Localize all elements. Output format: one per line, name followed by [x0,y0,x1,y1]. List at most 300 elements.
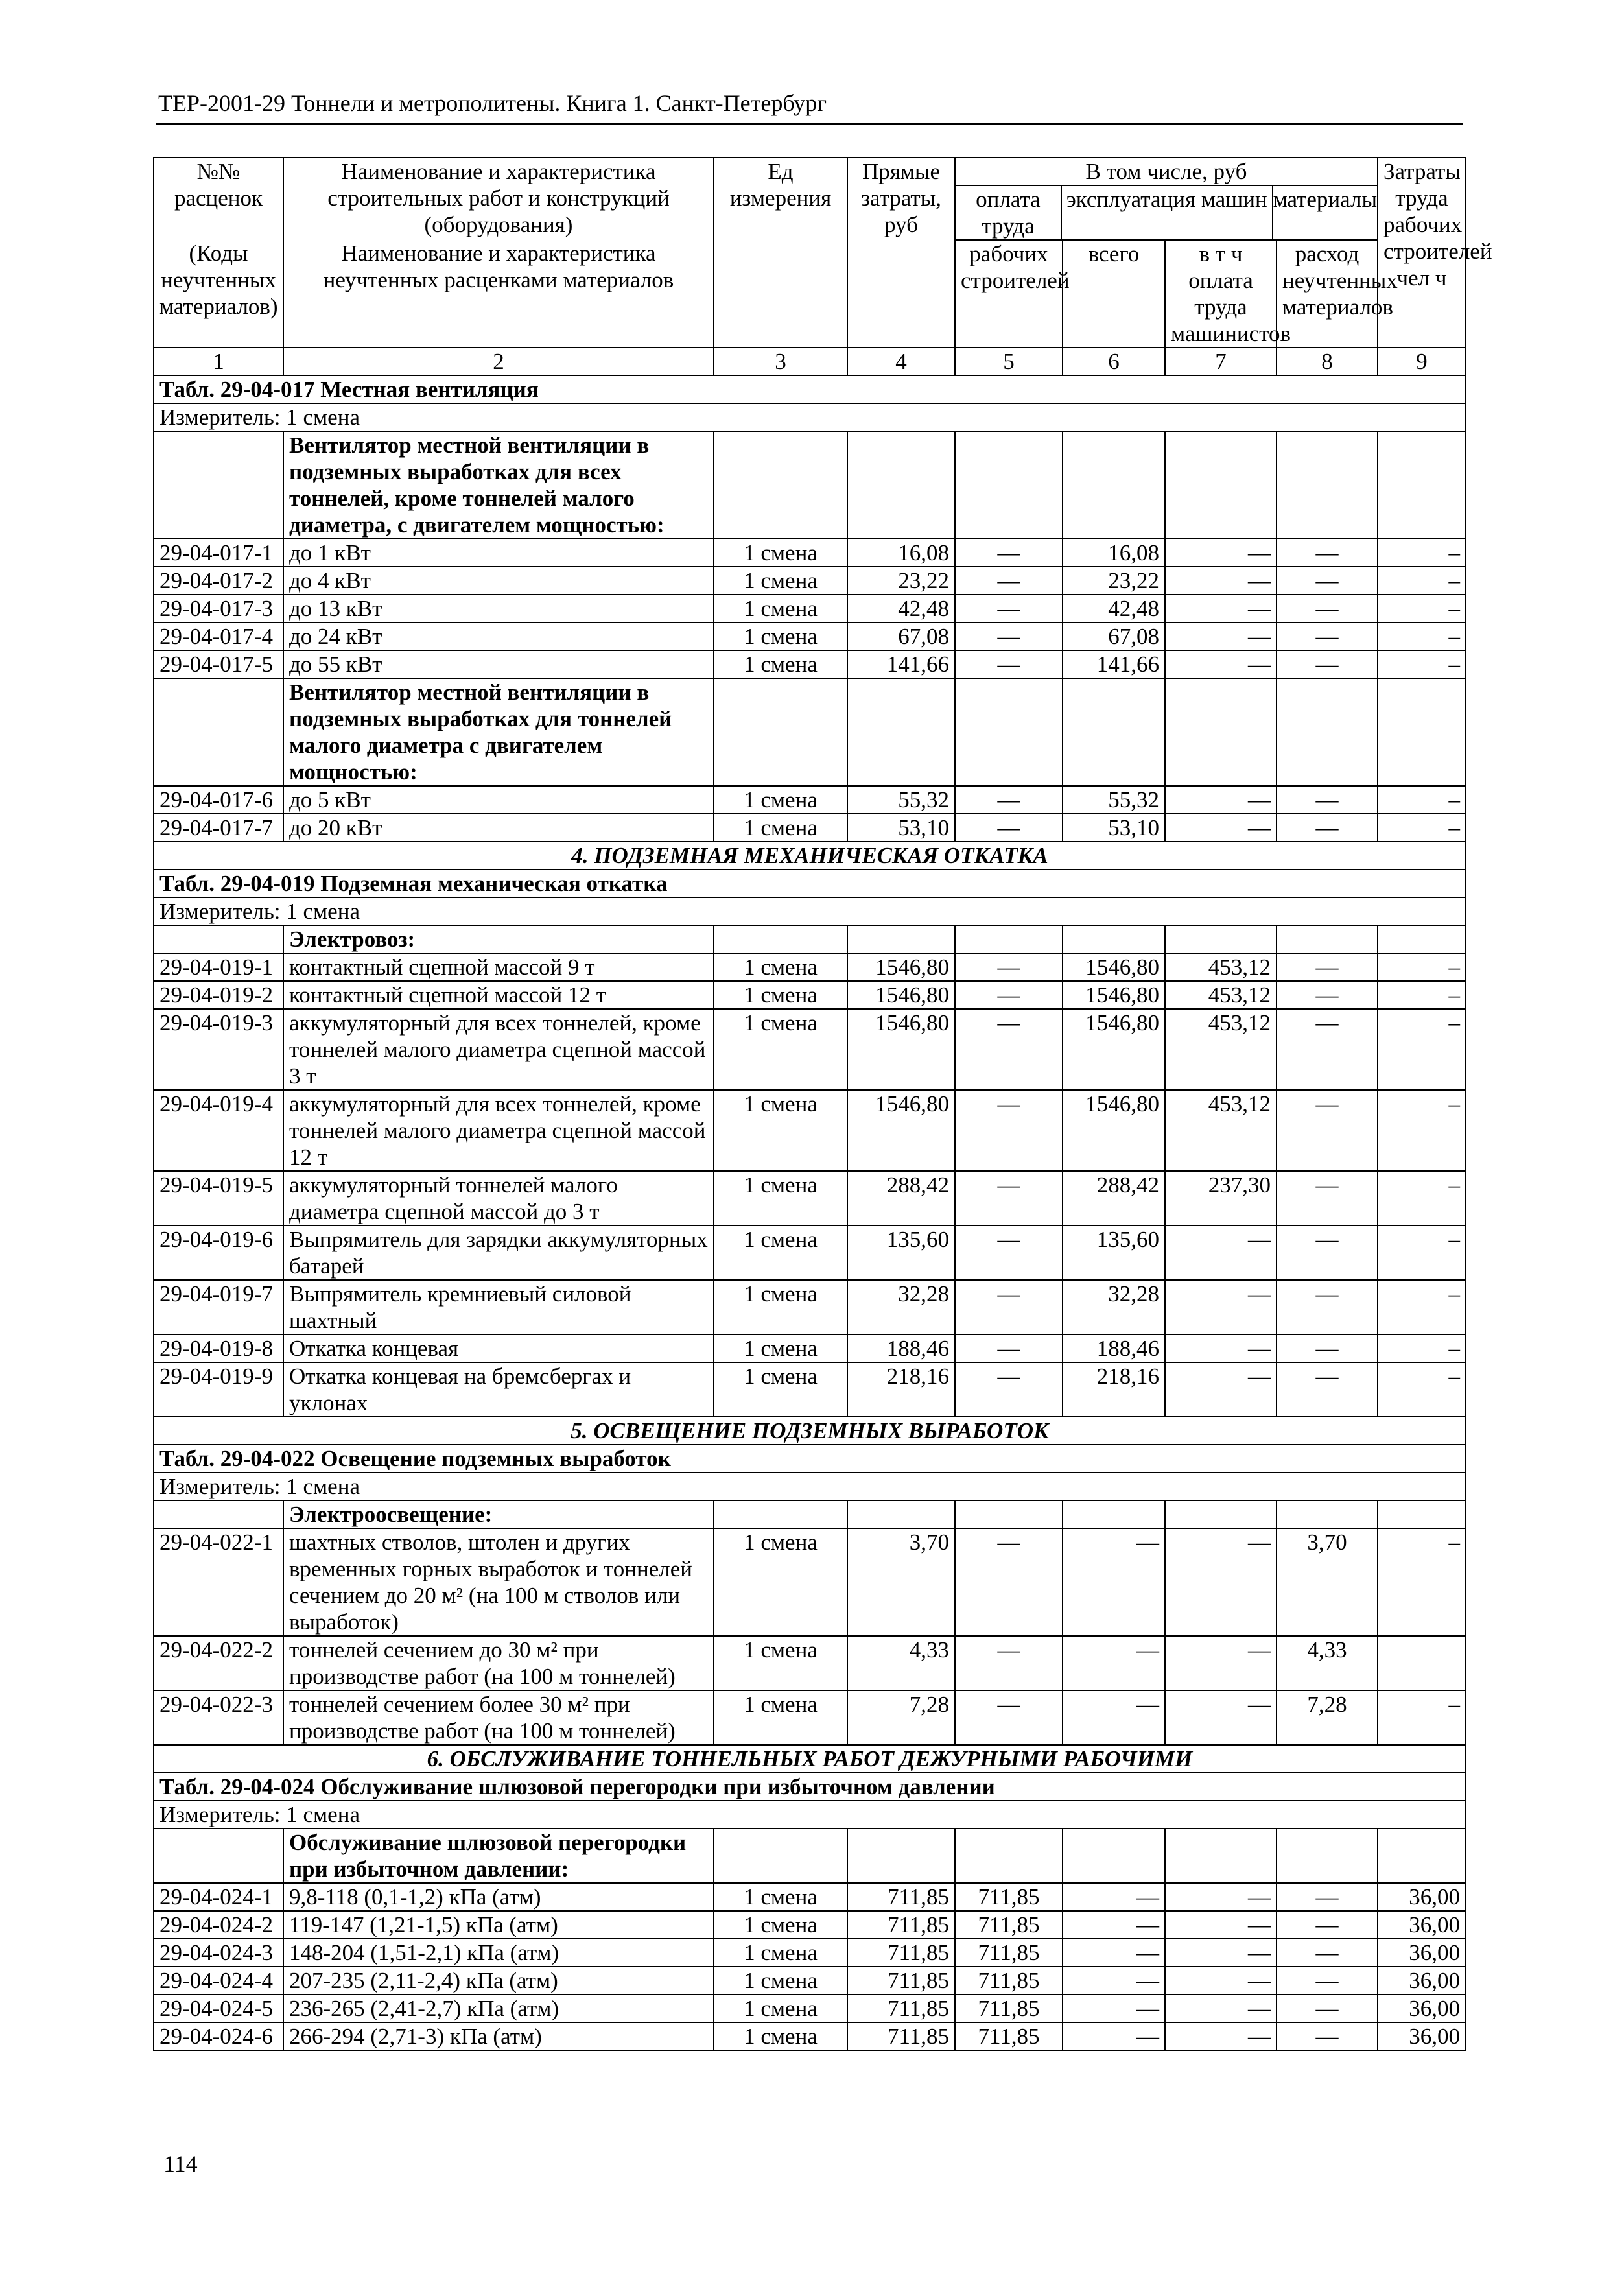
labor-value: – [1378,1334,1466,1362]
rate-code: 29-04-017-3 [154,595,283,622]
table-row [154,1995,1466,2022]
running-header: ТЕР-2001-29 Тоннели и метрополитены. Книга 1. Санкт-Петербург [158,90,827,116]
col-unit-header: Ед измерения [714,158,847,348]
machinist-wages-value: — [1165,650,1277,678]
table-row [154,1009,1466,1090]
rate-code: 29-04-019-4 [154,1090,283,1171]
unit-cell: 1 смена [714,1009,847,1090]
wages-header: оплата труда [956,186,1062,239]
unit-cell: 1 смена [714,981,847,1009]
table-row [154,1636,1466,1690]
work-name: 266-294 (2,71-3) кПа (атм) [283,2022,714,2050]
materials-value: — [1277,1225,1378,1280]
meter-row [154,1801,1466,1829]
labor-value: – [1378,953,1466,981]
col-num: 6 [1063,348,1165,375]
table-title-row [154,375,1466,403]
wages-sub: рабочих строителей [955,240,1063,348]
materials-value: — [1277,1883,1378,1911]
direct-cost: 23,22 [847,567,955,595]
direct-cost: 32,28 [847,1280,955,1334]
page-number: 114 [163,2151,198,2177]
labor-value: 36,00 [1378,1883,1466,1911]
machines-value: — [1063,1967,1165,1995]
unit-cell: 1 смена [714,567,847,595]
machines-value: 188,46 [1063,1334,1165,1362]
machinist-wages-value: 453,12 [1165,1090,1277,1171]
direct-cost: 711,85 [847,1995,955,2022]
materials-value: — [1277,539,1378,567]
wages-value: — [955,1280,1063,1334]
work-name: до 13 кВт [283,595,714,622]
machines-value: 53,10 [1063,814,1165,842]
header-rule [156,123,1463,125]
work-name: до 4 кВт [283,567,714,595]
materials-value: 7,28 [1277,1690,1378,1745]
materials-value: — [1277,953,1378,981]
work-name: 9,8-118 (0,1-1,2) кПа (атм) [283,1883,714,1911]
unit-cell: 1 смена [714,1995,847,2022]
machinist-wages-value: — [1165,1334,1277,1362]
rate-code: 29-04-019-5 [154,1171,283,1225]
machinist-wages-value: — [1165,567,1277,595]
direct-cost: 1546,80 [847,953,955,981]
mach-header: эксплуатация машин [1062,186,1273,239]
meter-row [154,403,1466,431]
wages-value: — [955,539,1063,567]
col-num: 7 [1165,348,1277,375]
unit-cell: 1 смена [714,1690,847,1745]
machinist-wages-value: 237,30 [1165,1171,1277,1225]
machinist-wages-value: — [1165,1967,1277,1995]
materials-value: — [1277,1911,1378,1939]
wages-value: 711,85 [955,1995,1063,2022]
unit-cell: 1 смена [714,1225,847,1280]
work-name: Откатка концевая на бремсбергах и уклонах [283,1362,714,1417]
col-num: 3 [714,348,847,375]
materials-sub: расход неучтенных материалов [1277,240,1378,348]
table-row [154,1090,1466,1171]
header-row-1 [154,158,1466,240]
materials-value: 3,70 [1277,1528,1378,1636]
rate-code: 29-04-024-6 [154,2022,283,2050]
section-row [154,1417,1466,1445]
work-name: тоннелей сечением более 30 м² при производстве работ (на 100 м тоннелей) [283,1690,714,1745]
labor-value: – [1378,567,1466,595]
machinist-wages-value: — [1165,1939,1277,1967]
machines-value: 67,08 [1063,622,1165,650]
table-row [154,1528,1466,1636]
col-num: 2 [283,348,714,375]
labor-value: – [1378,814,1466,842]
direct-cost: 55,32 [847,786,955,814]
group-row [154,925,1466,953]
table-title-row [154,870,1466,897]
labor-value: – [1378,650,1466,678]
rate-code: 29-04-022-2 [154,1636,283,1690]
wages-value: — [955,786,1063,814]
work-name: до 20 кВт [283,814,714,842]
table-row [154,1225,1466,1280]
table-row [154,1911,1466,1939]
machines-value: 32,28 [1063,1280,1165,1334]
col-code-header: №№ расценок [154,158,283,240]
unit-cell: 1 смена [714,1911,847,1939]
rate-code: 29-04-017-2 [154,567,283,595]
table-row [154,595,1466,622]
unit-cell: 1 смена [714,786,847,814]
labor-value: – [1378,1225,1466,1280]
materials-value: — [1277,650,1378,678]
rate-code: 29-04-019-8 [154,1334,283,1362]
wages-value: — [955,1528,1063,1636]
table-row [154,1280,1466,1334]
wages-value: — [955,814,1063,842]
work-name: Выпрямитель кремниевый силовой шахтный [283,1280,714,1334]
table-row [154,650,1466,678]
work-name: до 5 кВт [283,786,714,814]
unit-cell: 1 смена [714,1939,847,1967]
wages-value: 711,85 [955,2022,1063,2050]
machinist-wages-value: — [1165,595,1277,622]
wages-value: — [955,1362,1063,1417]
wages-value: 711,85 [955,1883,1063,1911]
labor-value: – [1378,1009,1466,1090]
materials-value: — [1277,1090,1378,1171]
meter-row [154,1473,1466,1500]
machines-value: 1546,80 [1063,1009,1165,1090]
labor-value [1378,1636,1466,1690]
group-heading: Электроосвещение: [283,1500,714,1528]
work-name: аккумуляторный для всех тоннелей, кроме тоннелей малого диаметра сцепной массой 12 т [283,1090,714,1171]
table-row [154,1171,1466,1225]
incl-subheaders [956,186,1377,239]
unit-cell: 1 смена [714,1883,847,1911]
direct-cost: 1546,80 [847,981,955,1009]
labor-value: – [1378,786,1466,814]
direct-cost: 53,10 [847,814,955,842]
rate-code: 29-04-019-6 [154,1225,283,1280]
table-row [154,1939,1466,1967]
rate-code: 29-04-017-4 [154,622,283,650]
machinist-wages-value: 453,12 [1165,981,1277,1009]
unit-cell: 1 смена [714,1280,847,1334]
table-title: Табл. 29-04-024 Обслуживание шлюзовой перегородки при избыточном давлении [154,1773,1466,1801]
labor-value: 36,00 [1378,1939,1466,1967]
work-name: аккумуляторный для всех тоннелей, кроме тоннелей малого диаметра сцепной массой 3 т [283,1009,714,1090]
wages-value: 711,85 [955,1967,1063,1995]
table-row [154,622,1466,650]
work-name: до 24 кВт [283,622,714,650]
wages-value: — [955,1009,1063,1090]
rate-code: 29-04-022-1 [154,1528,283,1636]
col-num: 5 [955,348,1063,375]
machinist-wages-value: — [1165,1690,1277,1745]
section-heading: 6. ОБСЛУЖИВАНИЕ ТОННЕЛЬНЫХ РАБОТ ДЕЖУРНЫМИ РАБОЧИМИ [154,1745,1466,1773]
table-row [154,1690,1466,1745]
rate-code: 29-04-017-7 [154,814,283,842]
meter-row [154,897,1466,925]
direct-cost: 711,85 [847,1911,955,1939]
rate-code: 29-04-024-3 [154,1939,283,1967]
table-row [154,1967,1466,1995]
machinist-wages-value: — [1165,2022,1277,2050]
wages-value: — [955,1225,1063,1280]
group-heading: Вентилятор местной вентиляции в подземных выработках для всех тоннелей, кроме тоннелей малого диаметра, с двигателем мощностью: [283,431,714,539]
materials-value: — [1277,1009,1378,1090]
materials-value: — [1277,814,1378,842]
wages-value: — [955,981,1063,1009]
wages-value: — [955,650,1063,678]
work-name: 148-204 (1,51-2,1) кПа (атм) [283,1939,714,1967]
wages-value: — [955,622,1063,650]
machines-value: 1546,80 [1063,981,1165,1009]
wages-value: — [955,1090,1063,1171]
labor-value: – [1378,1362,1466,1417]
materials-header: материалы [1273,187,1377,212]
section-row [154,842,1466,870]
section-heading: 4. ПОДЗЕМНАЯ МЕХАНИЧЕСКАЯ ОТКАТКА [154,842,1466,870]
work-name: Откатка концевая [283,1334,714,1362]
section-heading: 5. ОСВЕЩЕНИЕ ПОДЗЕМНЫХ ВЫРАБОТОК [154,1417,1466,1445]
col-num: 9 [1378,348,1466,375]
machines-value: — [1063,1995,1165,2022]
direct-cost: 711,85 [847,2022,955,2050]
rate-code: 29-04-024-4 [154,1967,283,1995]
col-name-header: Наименование и характеристика строительных работ и конструкций (оборудования) [283,158,714,240]
direct-cost: 711,85 [847,1939,955,1967]
table-row [154,2022,1466,2050]
machines-value: 135,60 [1063,1225,1165,1280]
direct-cost: 711,85 [847,1883,955,1911]
wages-value: — [955,595,1063,622]
incl-label: В том числе, руб [956,158,1377,186]
mach-wages-sub: в т ч оплата труда машинистов [1165,240,1277,348]
materials-value: — [1277,1967,1378,1995]
machinist-wages-value: — [1165,786,1277,814]
machines-value: 218,16 [1063,1362,1165,1417]
machinist-wages-value: — [1165,1280,1277,1334]
labor-value: 36,00 [1378,1995,1466,2022]
unit-cell: 1 смена [714,1090,847,1171]
direct-cost: 4,33 [847,1636,955,1690]
machinist-wages-value: — [1165,1883,1277,1911]
wages-value: 711,85 [955,1911,1063,1939]
labor-value: – [1378,981,1466,1009]
labor-value: – [1378,622,1466,650]
group-heading: Обслуживание шлюзовой перегородки при избыточном давлении: [283,1829,714,1883]
work-name: тоннелей сечением до 30 м² при производстве работ (на 100 м тоннелей) [283,1636,714,1690]
machinist-wages-value: — [1165,1995,1277,2022]
rate-code: 29-04-024-5 [154,1995,283,2022]
machines-value: — [1063,1528,1165,1636]
table-meter: Измеритель: 1 смена [154,403,1466,431]
machinist-wages-value: — [1165,622,1277,650]
labor-value: – [1378,595,1466,622]
rate-code: 29-04-017-6 [154,786,283,814]
table-title-row [154,1445,1466,1473]
materials-value: — [1277,622,1378,650]
machines-value: 288,42 [1063,1171,1165,1225]
materials-value: — [1277,1362,1378,1417]
group-row [154,1829,1466,1883]
direct-cost: 141,66 [847,650,955,678]
materials-value: — [1277,981,1378,1009]
machinist-wages-value: 453,12 [1165,953,1277,981]
unit-cell: 1 смена [714,539,847,567]
machines-value: 42,48 [1063,595,1165,622]
machinist-wages-value: 453,12 [1165,1009,1277,1090]
table-row [154,786,1466,814]
table-row [154,953,1466,981]
rate-code: 29-04-022-3 [154,1690,283,1745]
group-row [154,678,1466,786]
labor-value: – [1378,1528,1466,1636]
work-name: 119-147 (1,21-1,5) кПа (атм) [283,1911,714,1939]
machines-value: 55,32 [1063,786,1165,814]
work-name: 207-235 (2,11-2,4) кПа (атм) [283,1967,714,1995]
rate-code: 29-04-024-2 [154,1911,283,1939]
wages-value: — [955,953,1063,981]
work-name: до 1 кВт [283,539,714,567]
direct-cost: 3,70 [847,1528,955,1636]
rate-code: 29-04-024-1 [154,1883,283,1911]
labor-value: – [1378,1690,1466,1745]
machines-value: 1546,80 [1063,953,1165,981]
unit-cell: 1 смена [714,1171,847,1225]
rate-code: 29-04-019-7 [154,1280,283,1334]
unit-cell: 1 смена [714,650,847,678]
machines-value: 23,22 [1063,567,1165,595]
work-name: 236-265 (2,41-2,7) кПа (атм) [283,1995,714,2022]
table-meter: Измеритель: 1 смена [154,1473,1466,1500]
direct-cost: 188,46 [847,1334,955,1362]
col-labor-header: Затраты труда рабочих строителей чел ч [1378,158,1466,348]
unit-cell: 1 смена [714,1334,847,1362]
table-row [154,567,1466,595]
section-row [154,1745,1466,1773]
machinist-wages-value: — [1165,1636,1277,1690]
machines-value: — [1063,1911,1165,1939]
materials-value: — [1277,1334,1378,1362]
col-num: 8 [1277,348,1378,375]
table-row [154,539,1466,567]
direct-cost: 1546,80 [847,1090,955,1171]
col-num: 4 [847,348,955,375]
work-name: контактный сцепной массой 9 т [283,953,714,981]
materials-value: — [1277,1171,1378,1225]
column-numbers-row [154,348,1466,375]
table-row [154,814,1466,842]
rate-code: 29-04-017-5 [154,650,283,678]
group-row [154,431,1466,539]
group-heading: Электровоз: [283,925,714,953]
table-row [154,981,1466,1009]
table-title-row [154,1773,1466,1801]
unit-cell: 1 смена [714,1967,847,1995]
labor-value: – [1378,1090,1466,1171]
machinist-wages-value: — [1165,814,1277,842]
col-direct-header: Прямые затраты, руб [847,158,955,348]
direct-cost: 288,42 [847,1171,955,1225]
unit-cell: 1 смена [714,953,847,981]
machinist-wages-value: — [1165,1528,1277,1636]
machinist-wages-value: — [1165,1225,1277,1280]
materials-value: — [1277,567,1378,595]
unit-cell: 1 смена [714,1362,847,1417]
machines-value: — [1063,1939,1165,1967]
unit-cell: 1 смена [714,814,847,842]
wages-value: — [955,567,1063,595]
mach-total-sub: всего [1063,240,1165,348]
materials-value: — [1277,595,1378,622]
direct-cost: 218,16 [847,1362,955,1417]
direct-cost: 711,85 [847,1967,955,1995]
materials-value: — [1277,1939,1378,1967]
rate-code: 29-04-019-2 [154,981,283,1009]
materials-value: — [1277,2022,1378,2050]
unit-cell: 1 смена [714,595,847,622]
machines-value: 16,08 [1063,539,1165,567]
group-row [154,1500,1466,1528]
table-title: Табл. 29-04-019 Подземная механическая откатка [154,870,1466,897]
direct-cost: 16,08 [847,539,955,567]
machinist-wages-value: — [1165,1911,1277,1939]
work-name: аккумуляторный тоннелей малого диаметра сцепной массой до 3 т [283,1171,714,1225]
table-title: Табл. 29-04-022 Освещение подземных выработок [154,1445,1466,1473]
direct-cost: 7,28 [847,1690,955,1745]
table-row [154,1334,1466,1362]
wages-value: — [955,1334,1063,1362]
rate-code: 29-04-019-1 [154,953,283,981]
col-code-sub: (Коды неучтенных материалов) [154,240,283,348]
labor-value: – [1378,539,1466,567]
direct-cost: 1546,80 [847,1009,955,1090]
labor-value: 36,00 [1378,2022,1466,2050]
machines-value: 141,66 [1063,650,1165,678]
work-name: до 55 кВт [283,650,714,678]
direct-cost: 67,08 [847,622,955,650]
labor-value: – [1378,1280,1466,1334]
unit-cell: 1 смена [714,622,847,650]
materials-value: 4,33 [1277,1636,1378,1690]
labor-value: – [1378,1171,1466,1225]
work-name: контактный сцепной массой 12 т [283,981,714,1009]
unit-cell: 1 смена [714,1528,847,1636]
wages-value: 711,85 [955,1939,1063,1967]
materials-value: — [1277,1995,1378,2022]
labor-value: 36,00 [1378,1911,1466,1939]
machines-value: — [1063,1690,1165,1745]
col-incl-header [955,158,1378,240]
machinist-wages-value: — [1165,1362,1277,1417]
materials-value: — [1277,1280,1378,1334]
wages-value: — [955,1690,1063,1745]
work-name: шахтных стволов, штолен и других временных горных выработок и тоннелей сечением до 20 м² (на 100 м стволов или выработок) [283,1528,714,1636]
table-meter: Измеритель: 1 смена [154,1801,1466,1829]
table-row [154,1883,1466,1911]
machinist-wages-value: — [1165,539,1277,567]
labor-value: 36,00 [1378,1967,1466,1995]
materials-value: — [1277,786,1378,814]
rate-code: 29-04-017-1 [154,539,283,567]
group-heading: Вентилятор местной вентиляции в подземных выработках для тоннелей малого диаметра с двигателем мощностью: [283,678,714,786]
table-meter: Измеритель: 1 смена [154,897,1466,925]
wages-value: — [955,1171,1063,1225]
machines-value: 1546,80 [1063,1090,1165,1171]
work-name: Выпрямитель для зарядки аккумуляторных батарей [283,1225,714,1280]
direct-cost: 42,48 [847,595,955,622]
